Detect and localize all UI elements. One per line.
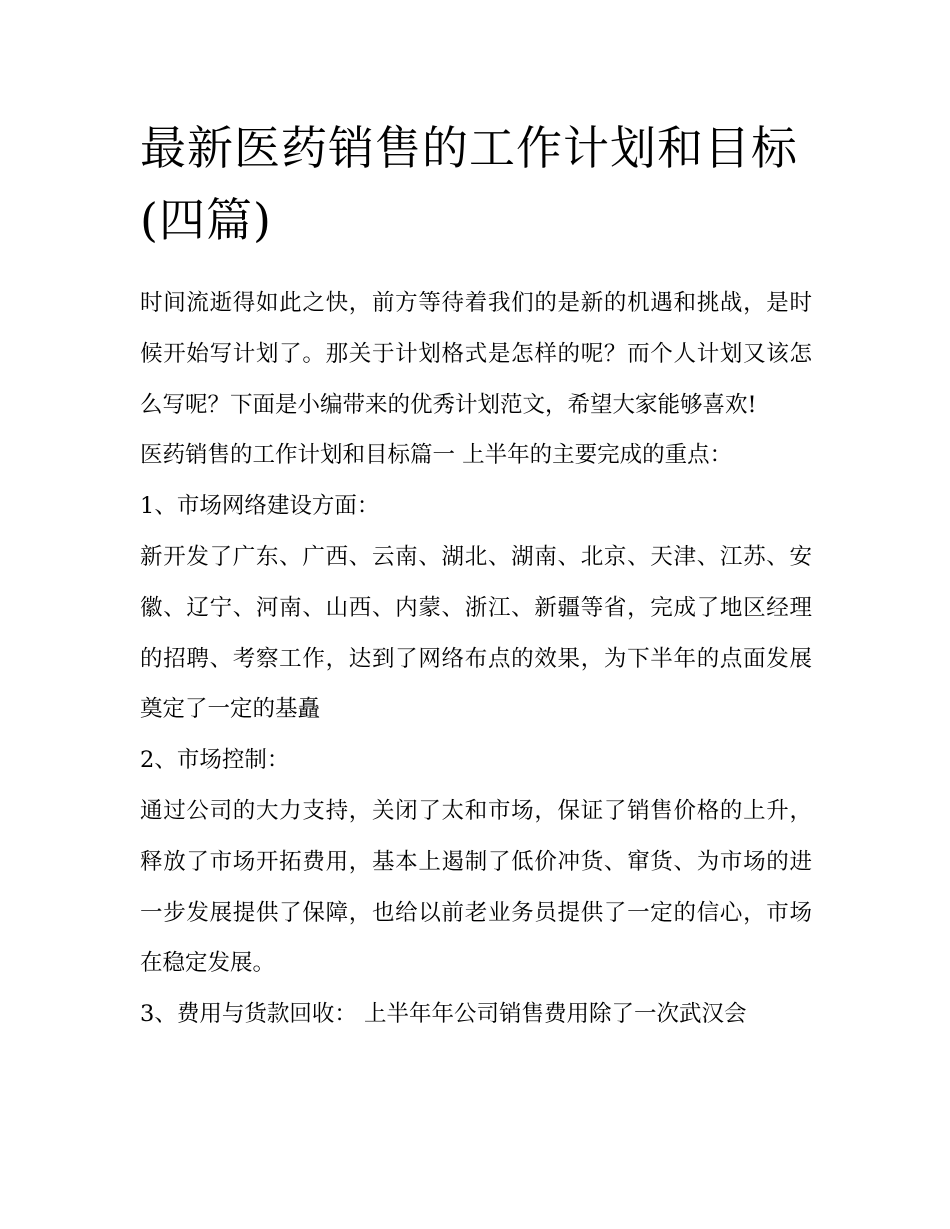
market-network-paragraph: 新开发了广东、广西、云南、湖北、湖南、北京、天津、江苏、安徽、辽宁、河南、山西、内蒙、浙江、新疆等省，完成了地区经理的招聘、考察工作，达到了网络布点的效果，为下半年的点面发展奠定了一定的基矗 xyxy=(140,543,812,723)
document-title: 最新医药销售的工作计划和目标(四篇) xyxy=(140,121,798,247)
market-control-paragraph: 通过公司的大力支持，关闭了太和市场，保证了销售价格的上升，释放了市场开拓费用，基本上遏制了低价冲货、窜货、为市场的进一步发展提供了保障，也给以前老业务员提供了一定的信心，市场在稳定发展。 xyxy=(140,797,812,977)
document-body xyxy=(140,278,812,1040)
section-heading: 医药销售的工作计划和目标篇一 上半年的主要完成的重点： xyxy=(140,442,733,469)
cost-recovery-paragraph: 3、费用与货款回收： 上半年年公司销售费用除了一次武汉会 xyxy=(140,1001,747,1028)
item-heading-market-control: 2、市场控制： xyxy=(140,747,290,774)
item-heading-market-network: 1、市场网络建设方面： xyxy=(140,493,380,520)
intro-paragraph: 时间流逝得如此之快，前方等待着我们的是新的机遇和挑战，是时候开始写计划了。那关于计划格式是怎样的呢？而个人计划又该怎么写呢？下面是小编带来的优秀计划范文，希望大家能够喜欢! xyxy=(140,290,812,418)
